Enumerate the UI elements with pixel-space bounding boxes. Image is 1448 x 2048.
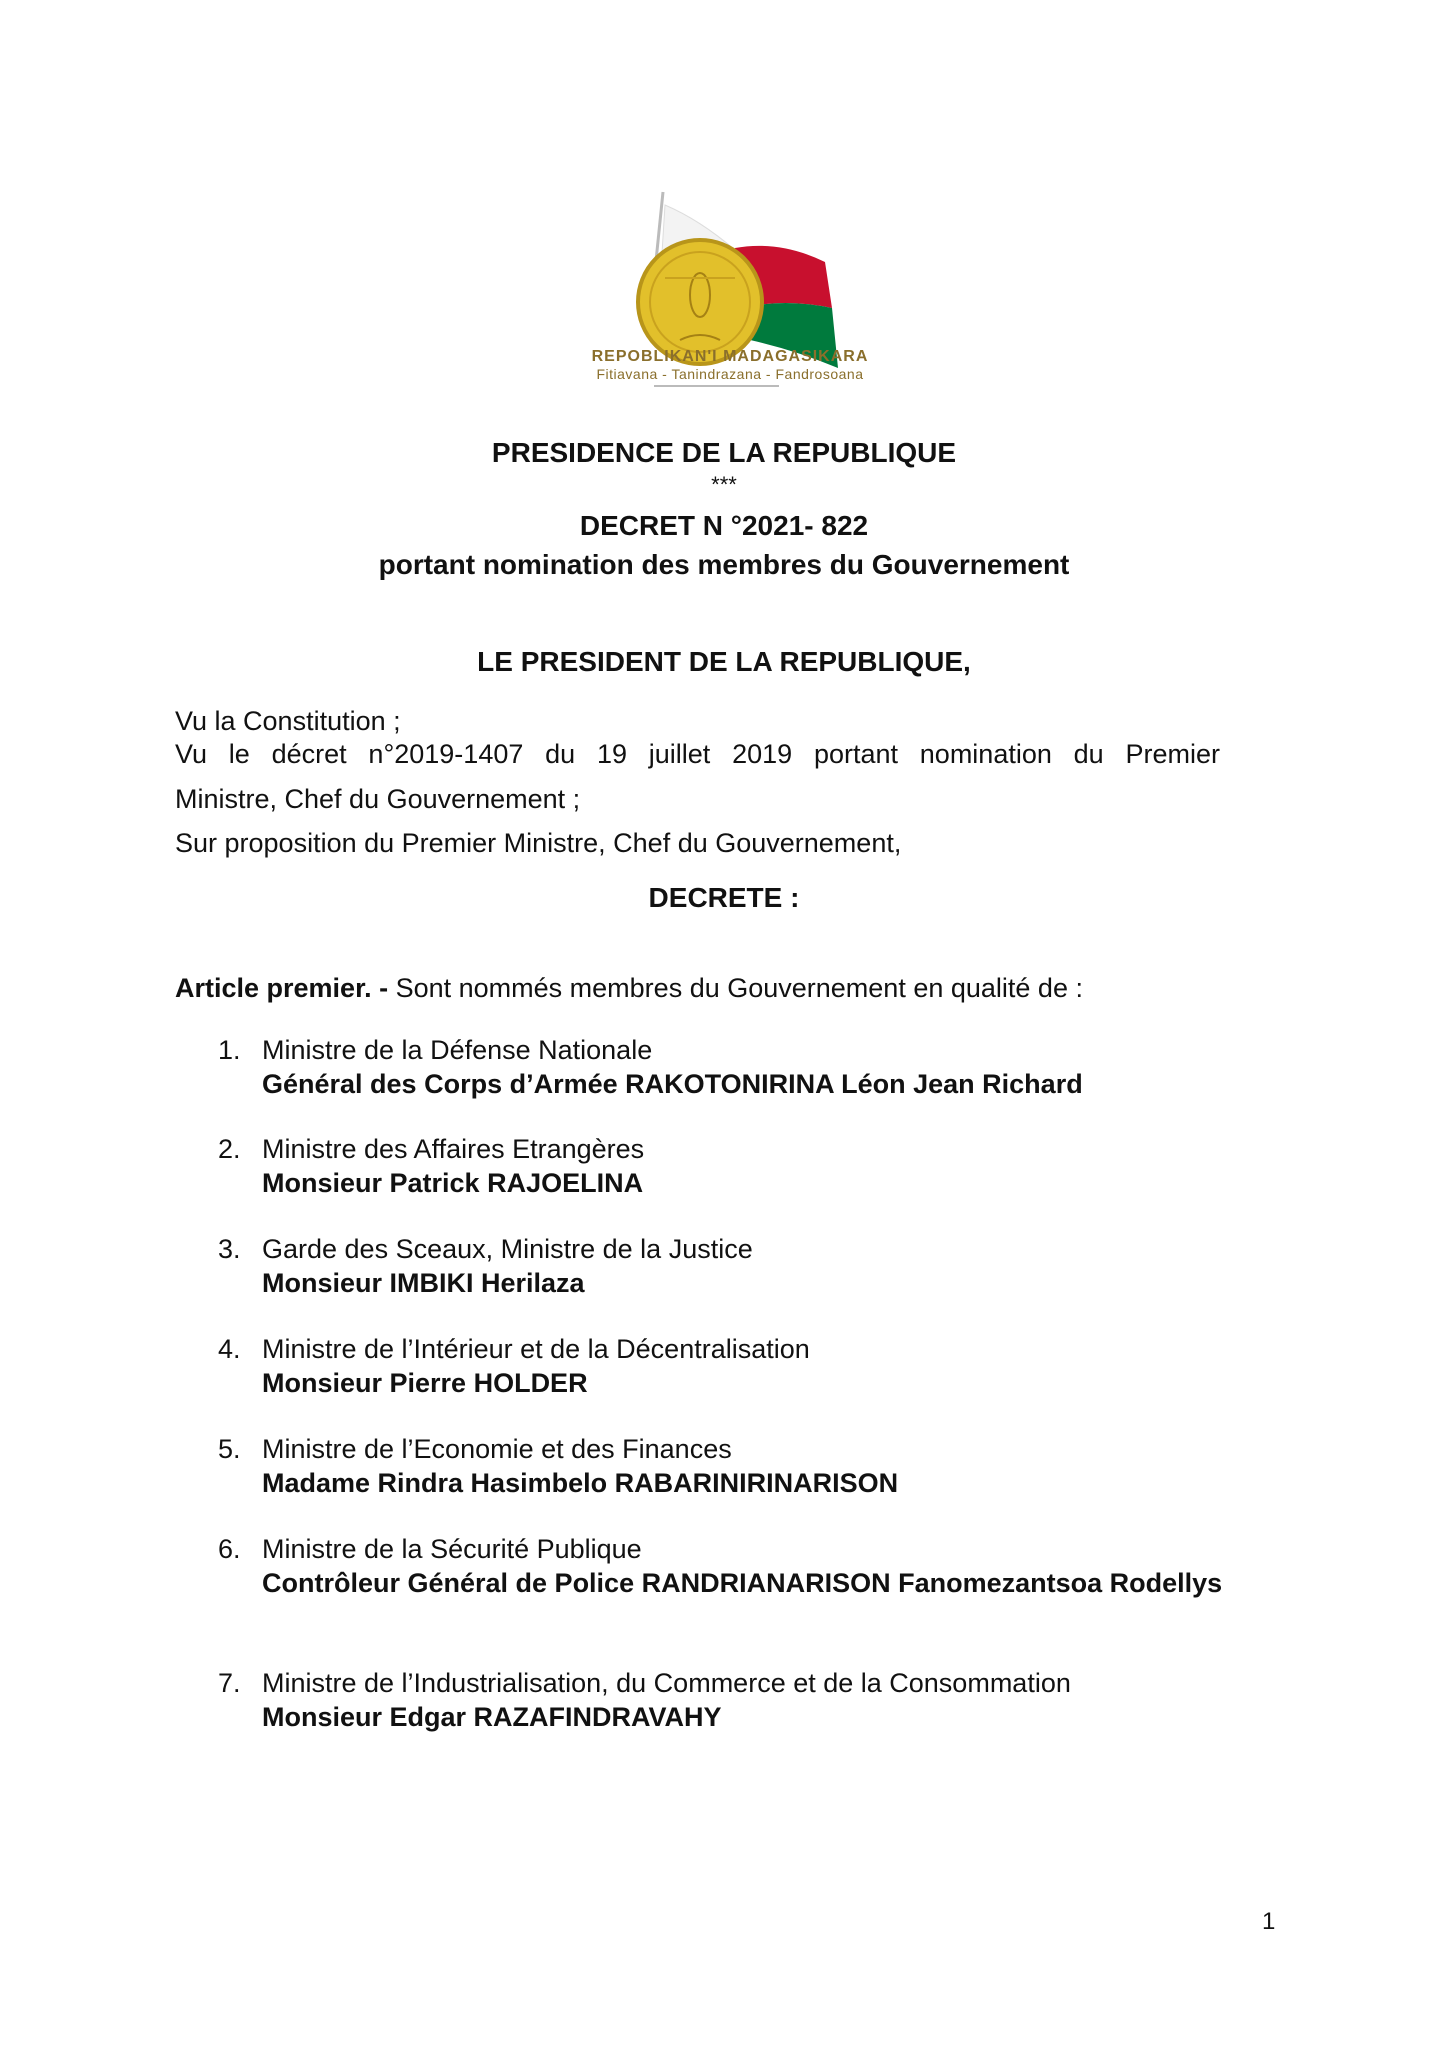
emblem-motto: Fitiavana - Tanindrazana - Fandrosoana — [596, 366, 864, 382]
item-number: 4. — [218, 1334, 241, 1364]
minister-title: Ministre de l’Intérieur et de la Décentralisation — [262, 1334, 810, 1364]
minister-name: Contrôleur Général de Police RANDRIANARISON Fanomezantsoa Rodellys — [262, 1568, 1223, 1598]
preamble-decree-ref: Vu le décret n°2019-1407 du 19 juillet 2019 portant nomination du Premier — [175, 739, 1220, 769]
article-text: Sont nommés membres du Gouvernement en qualité de : — [388, 973, 1083, 1003]
minister-title: Ministre de l’Economie et des Finances — [262, 1434, 732, 1464]
minister-name: Monsieur Edgar RAZAFINDRAVAHY — [262, 1702, 722, 1732]
minister-name: Monsieur IMBIKI Herilaza — [262, 1268, 585, 1298]
preamble-constitution: Vu la Constitution ; — [175, 706, 401, 736]
article-label: Article premier. - — [175, 973, 389, 1003]
emblem-divider — [654, 385, 779, 387]
minister-title: Ministre de l’Industrialisation, du Commerce et de la Consommation — [262, 1668, 1071, 1698]
item-number: 7. — [218, 1668, 241, 1698]
article-premier — [175, 973, 1083, 1004]
preamble-decree-ref-cont: Ministre, Chef du Gouvernement ; — [175, 784, 581, 814]
minister-title: Garde des Sceaux, Ministre de la Justice — [262, 1234, 753, 1264]
minister-title: Ministre de la Défense Nationale — [262, 1035, 653, 1065]
minister-name: Monsieur Patrick RAJOELINA — [262, 1168, 644, 1198]
minister-title: Ministre de la Sécurité Publique — [262, 1534, 642, 1564]
page-number: 1 — [1262, 1908, 1276, 1935]
minister-name: Madame Rindra Hasimbelo RABARINIRINARISON — [262, 1468, 899, 1498]
decrete-heading: DECRETE : — [648, 882, 800, 913]
preamble-proposal: Sur proposition du Premier Ministre, Chef du Gouvernement, — [175, 828, 902, 858]
minister-title: Ministre des Affaires Etrangères — [262, 1134, 645, 1164]
authority-heading: LE PRESIDENT DE LA REPUBLIQUE, — [477, 646, 971, 677]
minister-name: Monsieur Pierre HOLDER — [262, 1368, 588, 1398]
institution-heading: PRESIDENCE DE LA REPUBLIQUE — [491, 437, 957, 468]
item-number: 2. — [218, 1134, 241, 1164]
emblem-title: REPOBLIKAN'I MADAGASIKARA — [591, 348, 869, 365]
minister-name: Général des Corps d’Armée RAKOTONIRINA Léon Jean Richard — [262, 1069, 1083, 1099]
item-number: 1. — [218, 1035, 241, 1065]
decree-subject: portant nomination des membres du Gouvernement — [378, 549, 1070, 580]
separator: *** — [711, 472, 737, 497]
decree-number: DECRET N °2021- 822 — [579, 510, 869, 541]
item-number: 5. — [218, 1434, 241, 1464]
item-number: 3. — [218, 1234, 241, 1264]
item-number: 6. — [218, 1534, 241, 1564]
